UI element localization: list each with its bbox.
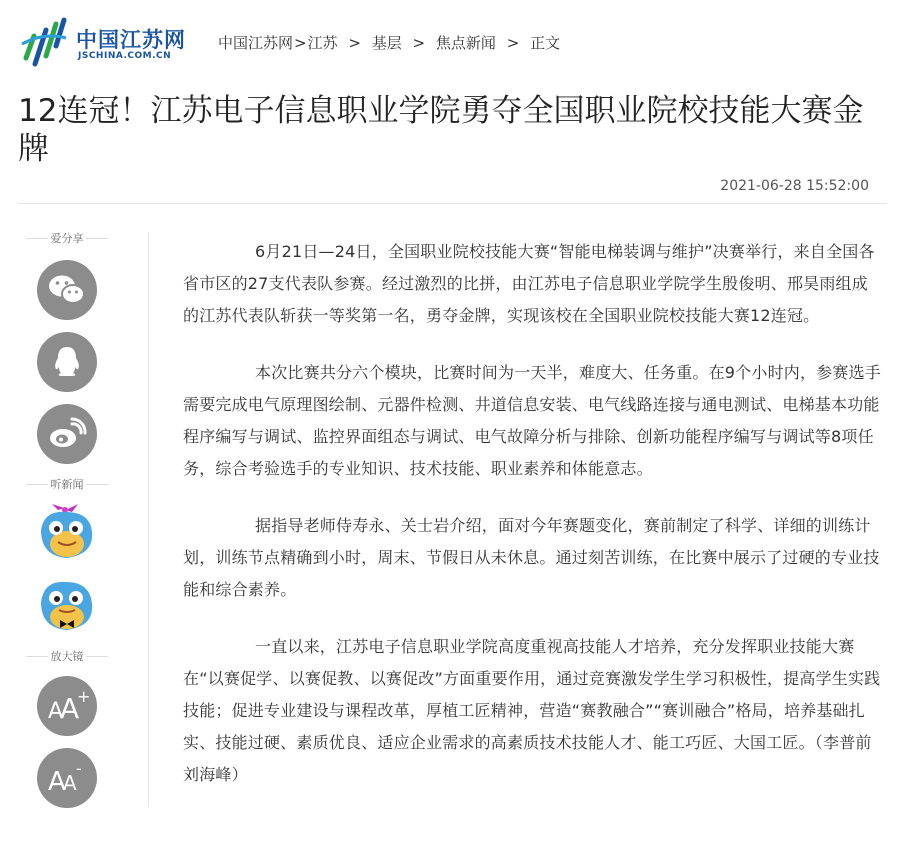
- svg-text:A: A: [48, 699, 64, 724]
- breadcrumb-link-jiceng[interactable]: 基层: [371, 34, 402, 52]
- share-section-label: 爱分享: [18, 230, 116, 246]
- breadcrumb-separator: >: [348, 34, 361, 52]
- mascot-boy-icon: [36, 574, 98, 636]
- font-increase-icon: [45, 688, 89, 724]
- mascot-girl-icon: [36, 502, 98, 564]
- logo-text-en: JSCHINA.COM.CN: [78, 51, 172, 61]
- site-logo[interactable]: [20, 14, 190, 70]
- zoom-section-label: 放大镜: [18, 648, 116, 664]
- sidebar-divider: [148, 232, 149, 807]
- qq-icon: [52, 345, 82, 379]
- font-increase-button[interactable]: [37, 676, 97, 736]
- listen-section-label: 听新闻: [18, 476, 116, 492]
- listen-female-voice-button[interactable]: [36, 502, 98, 564]
- title-divider: [18, 203, 887, 204]
- font-decrease-button[interactable]: [37, 748, 97, 808]
- wechat-icon: [48, 274, 86, 306]
- weibo-icon: [48, 418, 86, 450]
- breadcrumb-separator: >: [294, 34, 307, 52]
- breadcrumb: [218, 32, 560, 53]
- article-paragraph: 本次比赛共分六个模块，比赛时间为一天半，难度大、任务重。在9个小时内，参赛选手需要完成电气原理图绘制、元器件检测、井道信息安装、电气线路连接与通电测试、电梯基本功能程序编写与调试、监控界面组态与调试、电气故障分析与排除、创新功能程序编写与调试等8项任务，综合考验选手的专业知识、技术技能、职业素养和体能意志。: [183, 363, 881, 478]
- article-paragraph: 6月21日—24日，全国职业院校技能大赛“智能电梯装调与维护”决赛举行，来自全国各省市区的27支代表队参赛。经过激烈的比拼，由江苏电子信息职业学院学生殷俊明、邢昊雨组成的江苏代表队斩获一等奖第一名，勇夺金牌，实现该校在全国职业院校技能大赛12连冠。: [183, 242, 875, 325]
- svg-text:A: A: [63, 771, 77, 795]
- svg-text:A: A: [48, 767, 66, 797]
- article-paragraph: 据指导老师侍寿永、关士岩介绍，面对今年赛题变化，赛前制定了科学、详细的训练计划，训练节点精确到小时，周末、节假日从未休息。通过刻苦训练，在比赛中展示了过硬的专业技能和综合素养。: [183, 516, 880, 599]
- breadcrumb-separator: >: [506, 34, 520, 52]
- article-datetime: 2021-06-28 15:52:00: [720, 178, 869, 194]
- article-body: [183, 236, 883, 816]
- logo-mark-icon: [20, 14, 68, 66]
- breadcrumb-link-home[interactable]: 中国江苏网: [218, 34, 294, 52]
- article-title: 12连冠！江苏电子信息职业学院勇夺全国职业院校技能大赛金牌: [18, 93, 864, 167]
- weibo-share-button[interactable]: [37, 404, 97, 464]
- svg-text:-: -: [76, 759, 82, 778]
- listen-male-voice-button[interactable]: [36, 574, 98, 636]
- article-paragraph: 一直以来，江苏电子信息职业学院高度重视高技能人才培养，充分发挥职业技能大赛在“以赛促学、以赛促教、以赛促改”方面重要作用，通过竞赛激发学生学习积极性，提高学生实践技能；促进专业建设与课程改革，厚植工匠精神，营造“赛教融合”“赛训融合”格局，培养基础扎实、技能过硬、素质优良、适应企业需求的高素质技术技能人才、能工巧匠、大国工匠。（李普前 刘海峰）: [183, 637, 881, 784]
- font-decrease-icon: [45, 760, 89, 796]
- wechat-share-button[interactable]: [37, 260, 97, 320]
- breadcrumb-link-jiangsu[interactable]: 江苏: [307, 34, 338, 52]
- svg-text:A: A: [60, 692, 80, 725]
- breadcrumb-separator: >: [412, 34, 426, 52]
- logo-text-cn: 中国江苏网: [76, 28, 186, 52]
- qq-share-button[interactable]: [37, 332, 97, 392]
- breadcrumb-current: 正文: [530, 34, 561, 52]
- breadcrumb-link-focus-news[interactable]: 焦点新闻: [435, 34, 496, 52]
- svg-text:+: +: [77, 687, 91, 706]
